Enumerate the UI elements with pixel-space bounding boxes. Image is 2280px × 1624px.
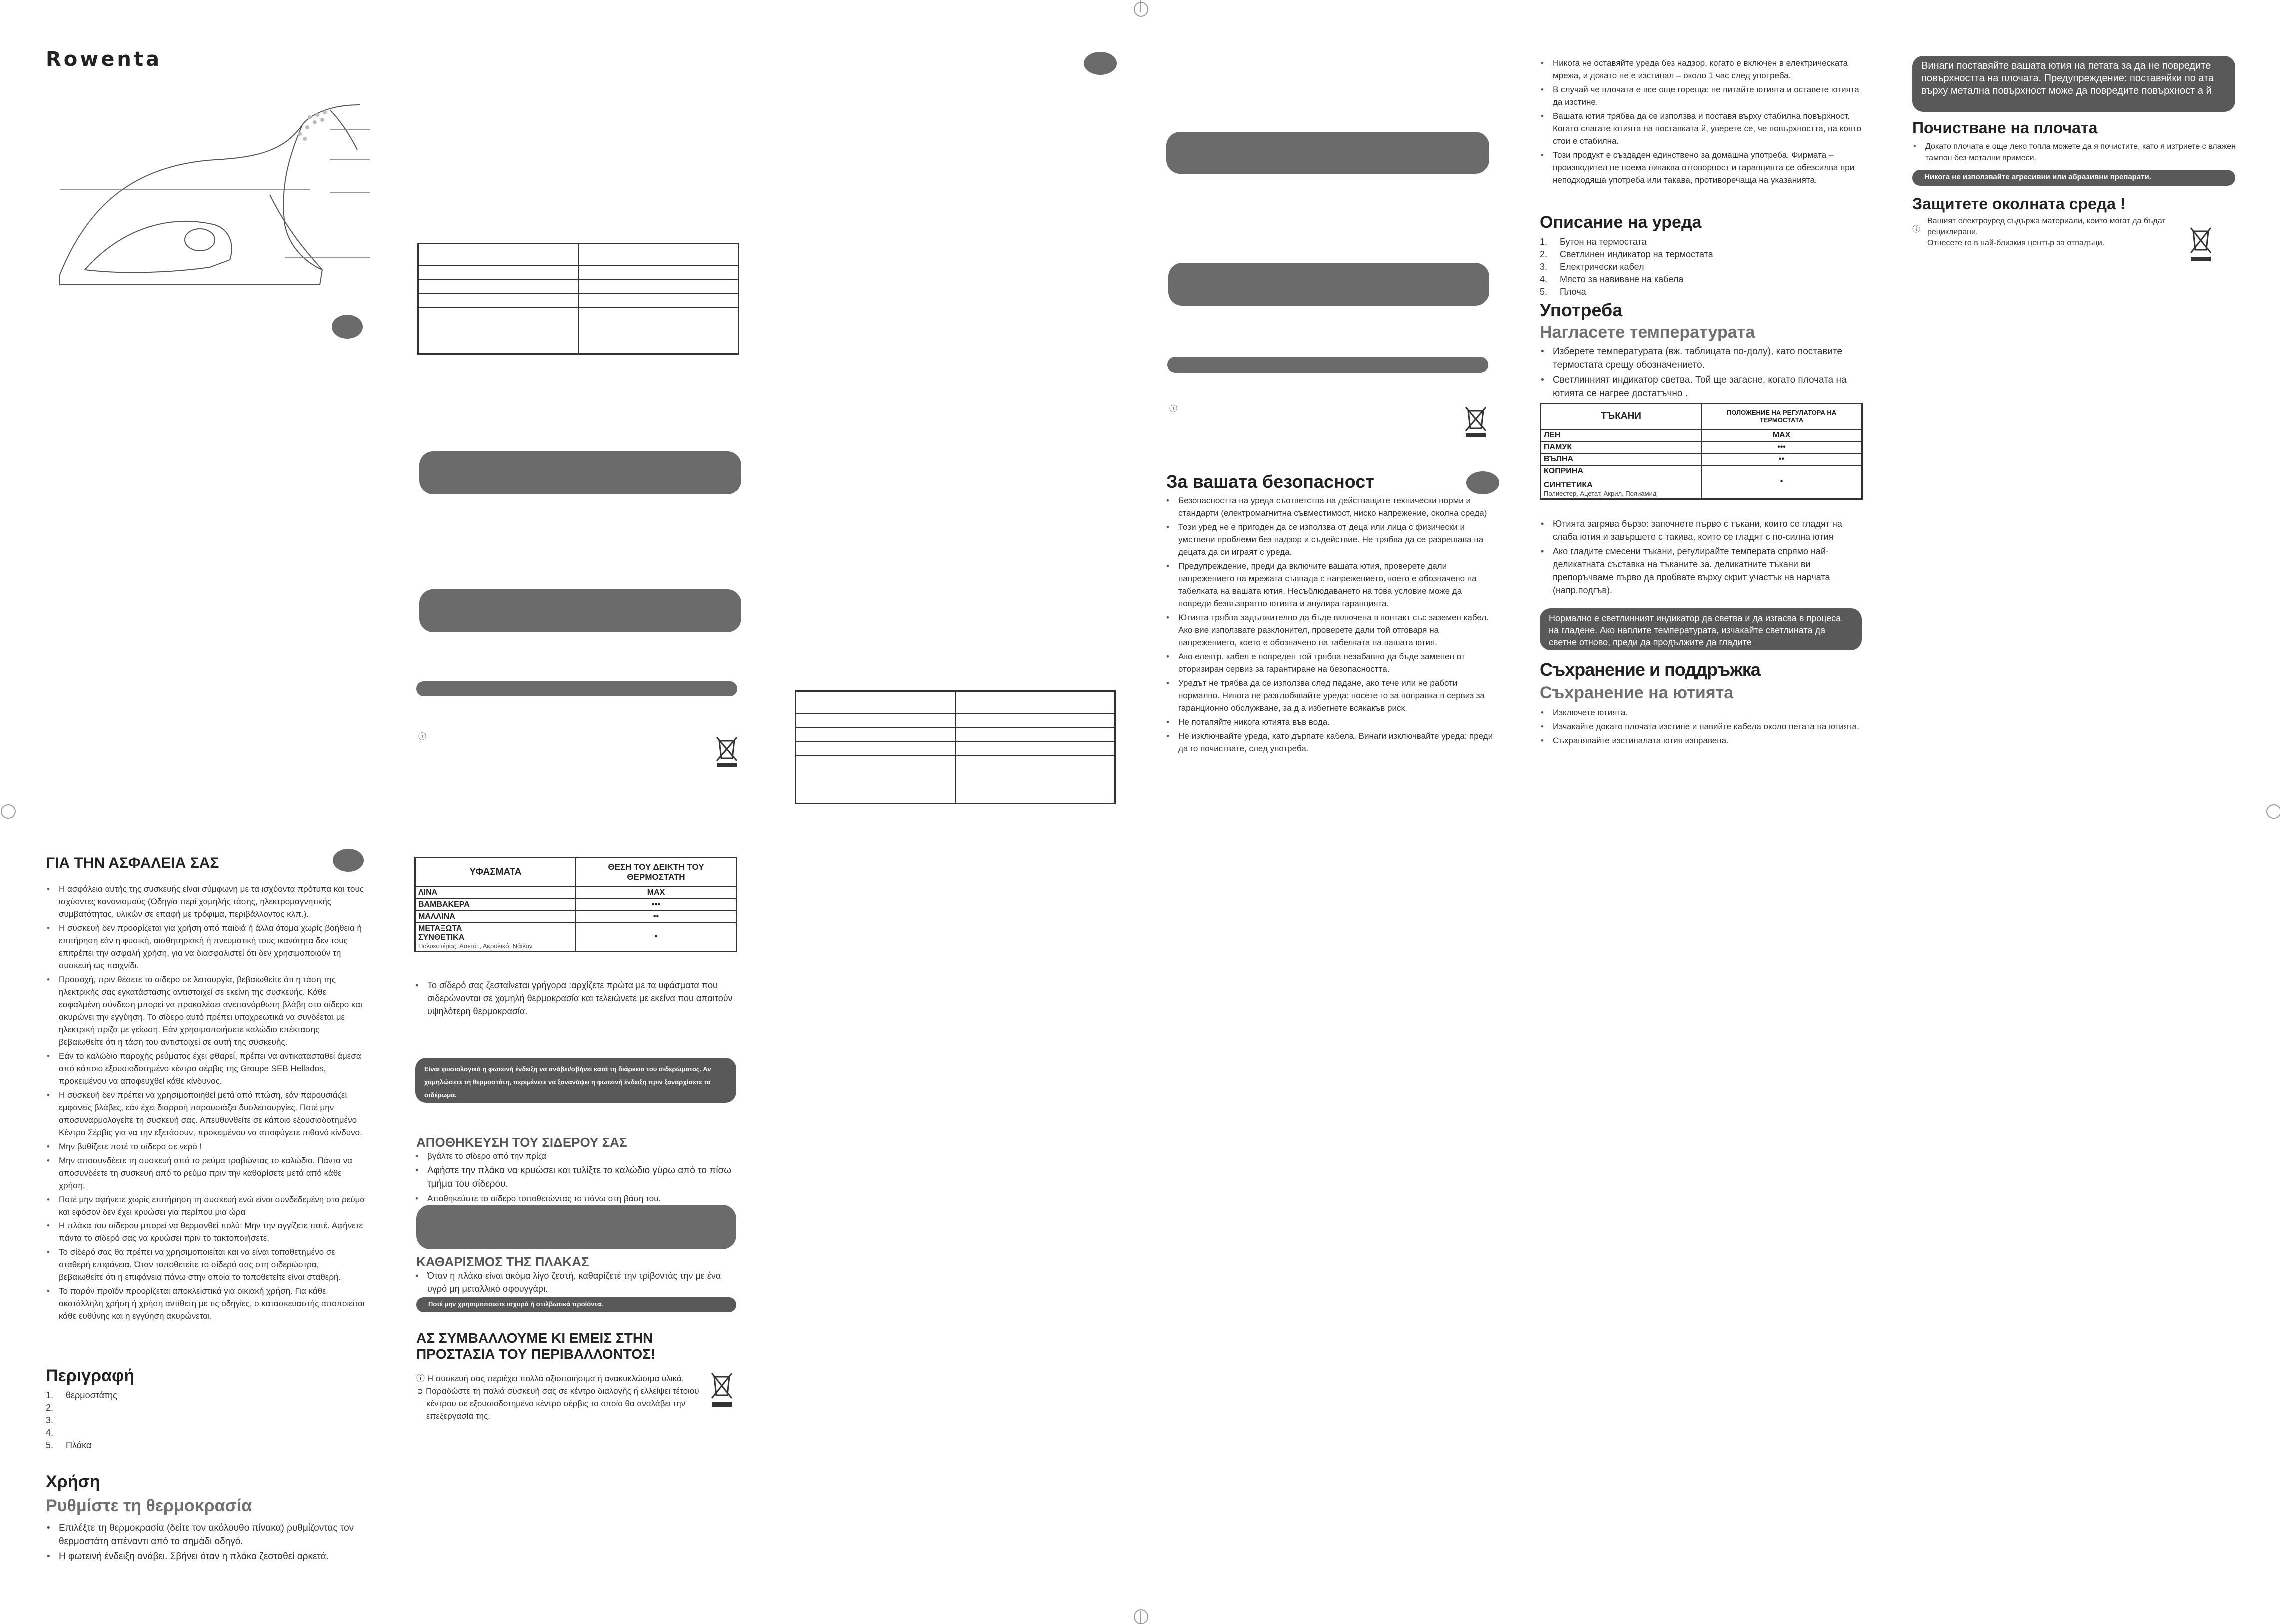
table-header: ΥΦΑΣΜΑΤΑ bbox=[415, 858, 576, 887]
section-title-cleaning: Почистване на плочата bbox=[1912, 119, 2098, 137]
info-circle-icon: ⓘ bbox=[1912, 225, 1921, 234]
empty-fabric-table bbox=[795, 690, 1116, 804]
section-title-storage: Съхранение и поддръжка bbox=[1540, 659, 1760, 680]
section-title-gr-storage: ΑΠΟΘΗΚΕΥΣΗ ΤΟΥ ΣΙΔΕΡΟΥ ΣΑΣ bbox=[416, 1135, 627, 1150]
grey-panel bbox=[416, 1205, 736, 1249]
list-item: • Όταν η πλάκα είναι ακόμα λίγο ζεστή, καθαρίζετέ την τρίβοντάς την με ένα υγρό μη μεταλλικό σφουγγάρι. bbox=[414, 1269, 739, 1295]
section-title-use: Употреба bbox=[1540, 300, 1623, 320]
gr-temperature-list bbox=[46, 1521, 371, 1565]
list-item: • Този продукт е създаден единствено за домашна употреба. Фирмата – производител не поема никаква отговорност и гаранцията се обезсилва при неподходяща употреба или такава, противоречаща на указанията. bbox=[1540, 149, 1865, 186]
list-item: • Εάν το καλώδιο παροχής ρεύματος έχει φθαρεί, πρέπει να αντικατασταθεί άμεσα από κάποιο εξουσιοδοτημένο κέντρο σέρβις της Groupe SEB Hellados, προκειμένου να αποφευχθεί κάθε κίνδυνος. bbox=[46, 1050, 366, 1087]
list-item: • Ютията загрява бързо: започнете първо с тъкани, които се гладят на слаба ютия и завършете с такива, които се гладят с по-силна ютия bbox=[1540, 517, 1865, 543]
list-item: • Докато плочата е още леко топла можете да я почистите, като я изтриете с влажен тампон без метални примеси. bbox=[1912, 141, 2237, 164]
gr-safety-list bbox=[46, 883, 366, 1324]
table-row: КОПРИНА СИНТЕТИКА Полиестер, Ацетат, Акрил, Полиамид • bbox=[1541, 465, 1862, 499]
warning-box: Винаги поставяйте вашата ютия на петата за да не повредите повърхността на плочата. Предупреждение: поставяйки по ата върху метална повърхност може да повредите повърхност а й bbox=[1912, 56, 2235, 112]
list-item: 4. Място за навиване на кабела bbox=[1540, 274, 1684, 284]
list-item: 1. θερμοστάτης bbox=[46, 1390, 117, 1400]
subsection-title-storage: Съхранение на ютията bbox=[1540, 683, 1734, 702]
crossed-bin-icon bbox=[709, 1369, 734, 1408]
info-box: Нормално е светлинният индикатор да светва и да изгасва в процеса на гладене. Ако наплите температурата, изчакайте светлината да светне отново, преди да продължите да гладите bbox=[1540, 608, 1862, 650]
table-row: ΜΑΛΛΙΝΑ •• bbox=[415, 911, 737, 923]
list-item: • Безопасността на уреда съответства на действащите технически норми и стандарти (електромагнитна съвместимост, ниско напрежение, околна среда) bbox=[1165, 494, 1495, 519]
list-item: • Επιλέξτε τη θερμοκρασία (δείτε τον ακόλουθο πίνακα) ρυθμίζοντας τον θερμοστάτη απέναντι από το σημάδι οδηγό. bbox=[46, 1521, 371, 1548]
page-marker-circle bbox=[332, 315, 363, 339]
subsection-title-gr-temperature: Ρυθμίστε τη θερμοκρασία bbox=[46, 1496, 252, 1515]
storage-list bbox=[1540, 706, 1865, 748]
list-item: 2. bbox=[46, 1403, 54, 1413]
table-header: ПОЛОЖЕНИЕ НА РЕГУЛАТОРА НА ТЕРМОСТАТА bbox=[1701, 404, 1862, 429]
section-title-gr-safety: ΓΙΑ ΤΗΝ ΑΣΦΑΛΕΙΑ ΣΑΣ bbox=[46, 855, 219, 871]
table-row: ΜΕΤΑΞΩΤΑ ΣΥΝΘΕΤΙΚΑ Πολυεστέρας, Ασετάτ, Ακρυλικό, Νάϊλον • bbox=[415, 923, 737, 952]
table-header: ΘΕΣΗ ΤΟΥ ΔΕΙΚΤΗ ΤΟΥ ΘΕΡΜΟΣΤΑΤΗ bbox=[576, 858, 737, 887]
list-item: • Ако гладите смесени тъкани, регулирайте температа спрямо най-деликатната съставка на тъканите за. деликатните тъкани ви препоръчваме първо да пробвате върху скрит участък на нарчата (напр.подгъв). bbox=[1540, 545, 1865, 597]
list-item: • Изберете температурата (вж. таблицата по-долу), като поставите термостата срещу обозначението. bbox=[1540, 345, 1870, 372]
grey-panel bbox=[1166, 132, 1489, 174]
recycle-arrow-icon: ➲ bbox=[416, 1386, 426, 1396]
grey-bar bbox=[1167, 357, 1488, 373]
list-item: • Ποτέ μην αφήνετε χωρίς επιτήρηση τη συσκευή ενώ είναι συνδεδεμένη στο ρεύμα και εφόσον δεν έχει κρυώσει για περίπου μια ώρα bbox=[46, 1193, 366, 1218]
gr-environment-text: ⓘ Η συσκευή σας περιέχει πολλά αξιοποιήσιμα ή ανακυκλώσιμα υλικά. ➲ Παραδώστε τη παλιά συσκευή σας σε κέντρο διαλογής ή ελλείψει τέτοιου κέντρου σε εξουσιοδοτημένο κέντρο σέρβις το οποίο θα αναλάβει την επεξεργασία της. bbox=[416, 1374, 699, 1421]
iron-illustration bbox=[50, 75, 370, 310]
gr-after-table-list bbox=[414, 979, 739, 1019]
page-marker-circle bbox=[1084, 52, 1117, 75]
gr-description-list bbox=[46, 1389, 346, 1452]
list-item: • Изчакайте докато плочата изстине и навийте кабела около петата на ютията. bbox=[1540, 720, 1865, 733]
list-item: • Уредът не трябва да се използва след падане, ако тече или не работи нормално. Никога не разглобявайте уреда: носете го за поправка в сервиз за гаранционно обслужване, за д а избегнете всякакъв риск. bbox=[1165, 677, 1495, 714]
list-item: • Η συσκευή δεν προορίζεται για χρήση από παιδιά ή άλλα άτομα χωρίς βοήθεια ή επιτήρηση εάν η φυσική, αισθητηριακή ή πνευματική τους ικανότητα δεν τους επιτρέπει την ασφαλή χρήση, για να διασφαλιστεί ότι δεν χρησιμοποιούν τη συσκευή ως παιχνίδι. bbox=[46, 922, 366, 972]
grey-panel bbox=[419, 451, 741, 494]
table-row: ВЪЛНА •• bbox=[1541, 453, 1862, 465]
list-item: 4. bbox=[46, 1428, 54, 1438]
crossed-bin-icon bbox=[714, 733, 739, 768]
list-item: 5. Плоча bbox=[1540, 287, 1586, 297]
list-item: • Не потапяйте никога ютията във вода. bbox=[1165, 716, 1495, 728]
info-circle-icon: ⓘ bbox=[418, 733, 427, 741]
list-item: • Изключете ютията. bbox=[1540, 706, 1865, 719]
list-item: • Предупреждение, преди да включите вашата ютия, проверете дали напрежението на мрежата съвпада с напрежението, което е обозначено на табелката на вашата ютия. Несъблюдаването на това условие може да повреди безвъзвратно ютията и анулира гаранцията. bbox=[1165, 560, 1495, 610]
grey-bar bbox=[416, 681, 737, 696]
gr-storage-list bbox=[414, 1150, 739, 1206]
list-item: • Η φωτεινή ένδειξη ανάβει. Σβήνει όταν η πλάκα ζεσταθεί αρκετά. bbox=[46, 1550, 371, 1563]
section-title-gr-cleaning: ΚΑΘΑΡΙΣΜΟΣ ΤΗΣ ΠΛΑΚΑΣ bbox=[416, 1254, 589, 1269]
list-item: 1. Бутон на термостата bbox=[1540, 237, 1647, 247]
list-item: • Вашата ютия трябва да се използва и поставя върху стабилна повърхност. Когато слагате ютията на поставката й, уверете се, че повърхността, на която стои е стабилна. bbox=[1540, 110, 1865, 147]
table-row: ΒΑΜΒΑΚΕΡΑ ••• bbox=[415, 899, 737, 911]
temperature-list bbox=[1540, 345, 1870, 402]
list-item: • Η πλάκα του σίδερου μπορεί να θερμανθεί πολύ: Μην την αγγίζετε ποτέ. Αφήνετε πάντα το σίδερό σας να κρυώσει πριν το τακτοποιήσετε. bbox=[46, 1219, 366, 1244]
page-marker-circle bbox=[333, 849, 364, 872]
registration-mark bbox=[2266, 804, 2280, 819]
info-circle-icon: ⓘ bbox=[1169, 405, 1178, 413]
list-item: 3. Електрически кабел bbox=[1540, 262, 1644, 272]
section-title-environment: Защитете околната среда ! bbox=[1912, 195, 2126, 213]
list-item: • Η ασφάλεια αυτής της συσκευής είναι σύμφωνη με τα ισχύοντα πρότυπα και τους ισχύοντες κανονισμούς (Οδηγία περί χαμηλής τάσης, ηλεκτρομαγνητικής συμβατότητας, υλικών σε επαφή με τρόφιμα, περιβάλλοντος κλπ.). bbox=[46, 883, 366, 920]
safety-list-continued bbox=[1540, 57, 1865, 188]
list-item: • Η συσκευή δεν πρέπει να χρησιμοποιηθεί μετά από πτώση, εάν παρουσιάζει εμφανείς βλάβες, εάν έχει διαρροή παρουσιάζει δυσλειτουργίες. Ποτέ μην αποσυναρμολογείτε τη συσκευή σας. Απευθυνθείτε σε κάποιο εξουσιοδοτημένο Κέντρο Σέρβις για να την εξετάσουν, προκειμένου να αποφύγετε πιθανό κίνδυνο. bbox=[46, 1089, 366, 1139]
empty-fabric-table bbox=[417, 243, 739, 355]
section-title-gr-environment: ΑΣ ΣΥΜΒΑΛΛΟΥΜΕ ΚΙ ΕΜΕΙΣ ΣΤΗΝ ΠΡΟΣΤΑΣΙΑ ΤΟΥ ΠΕΡΙΒΑΛΛΟΝΤΟΣ! bbox=[416, 1330, 656, 1362]
section-title-gr-use: Χρήση bbox=[46, 1472, 100, 1491]
section-title-gr-description: Περιγραφή bbox=[46, 1366, 135, 1385]
gr-cleaning-warning-bar: Ποτέ μην χρησιμοποιείτε ισχυρά ή στιλβωτικά προϊόντα. bbox=[416, 1297, 736, 1312]
list-item: • Ютията трябва задължително да бъде включена в контакт със заземен кабел. Ако вие използвате разклонител, проверете дали той отговаря на напрежението, което е обозначено на табелката на вашата ютия. bbox=[1165, 611, 1495, 649]
registration-mark bbox=[1134, 2, 1148, 17]
list-item: • Αφήστε την πλάκα να κρυώσει και τυλίξτε το καλώδιο γύρω από το πίσω τμήμα του σίδερου. bbox=[414, 1164, 739, 1191]
gr-info-box: Είναι φυσιολογικό η φωτεινή ένδειξη να ανάβει/σβήνει κατά τη διάρκεια του σιδερώματος. Αν χαμηλώσετε τη θερμοστάτη, περιμένετε να ξανανάψει η φωτεινή ένδειξη πριν ξαναρχίσετε το σιδέρωμα. bbox=[415, 1058, 736, 1103]
cleaning-list bbox=[1912, 141, 2237, 165]
crossed-bin-icon bbox=[1463, 404, 1488, 438]
list-item: • Το παρόν προϊόν προορίζεται αποκλειστικά για οικιακή χρήση. Για κάθε ακατάλληλη χρήση ή χρήση αντίθετη με τις οδηγίες, ο κατασκευαστής αποποιείται κάθε ευθύνης και η εγγύηση ακυρώνεται. bbox=[46, 1285, 366, 1322]
list-item: 3. bbox=[46, 1415, 54, 1425]
list-item: • Προσοχή, πριν θέσετε το σίδερο σε λειτουργία, βεβαιωθείτε ότι η τάση της ηλεκτρικής σας εγκατάστασης αντιστοιχεί σε εκείνη της συσκευής. Κάθε εσφαλμένη σύνδεση μπορεί να προκαλέσει ανεπανόρθωτη βλάβη στο σίδερο και ακυρώνει την εγγύηση. Το σίδερο αυτό πρέπει υποχρεωτικά να συνδέεται με ηλεκτρική πρίζα με γείωση. Εάν χρησιμοποιήσετε καλώδιο επέκτασης βεβαιωθείτε ότι η τάση του αντιστοιχεί σε αυτή της συσκευής. bbox=[46, 973, 366, 1048]
subsection-title-temperature: Нагласете температурата bbox=[1540, 323, 1755, 342]
grey-panel bbox=[1168, 263, 1489, 306]
list-item: • Светлинният индикатор светва. Той ще загасне, когато плочата на ютията се нагрее достатъчно . bbox=[1540, 373, 1870, 400]
info-circle-icon: ⓘ bbox=[416, 1374, 427, 1383]
list-item: • Този уред не е пригоден да се използва от деца или лица с физически и умствени проблеми без надзор и съдействие. Не трябва да се разрешава на децата да си играят с уреда. bbox=[1165, 521, 1495, 558]
description-list bbox=[1540, 236, 1840, 298]
list-item: 5. Πλάκα bbox=[46, 1440, 92, 1450]
section-title-description: Описание на уреда bbox=[1540, 213, 1702, 232]
gr-cleaning-list bbox=[414, 1269, 739, 1297]
brand-logo: Rowenta bbox=[46, 48, 162, 71]
section-title-safety: За вашата безопасност bbox=[1166, 471, 1374, 492]
cleaning-warning-bar: Никога не използвайте агресивни или абразивни препарати. bbox=[1912, 170, 2235, 186]
safety-list bbox=[1165, 494, 1495, 756]
table-header: ТЪКАНИ bbox=[1541, 404, 1702, 429]
list-item: 2. Светлинен индикатор на термостата bbox=[1540, 249, 1713, 259]
table-row: ΛΙΝΑ MAX bbox=[415, 887, 737, 899]
environment-text: Вашият електроуред съдържа материали, които могат да бъдат рециклирани. Отнесете го в най-близкия център за отпадъци. bbox=[1927, 217, 2166, 247]
table-row: ЛЕН MAX bbox=[1541, 429, 1862, 441]
list-item: • В случай че плочата е все още гореща: не питайте ютията и оставете ютията да изстине. bbox=[1540, 83, 1865, 108]
list-item: • Το σίδερό σας ζεσταίνεται γρήγορα :αρχίζετε πρώτα με τα υφάσματα που σιδερώνονται σε χαμηλή θερμοκρασία και τελειώνετε με εκείνα που απαιτούν υψηλότερη θερμοκρασία. bbox=[414, 979, 739, 1018]
list-item: • βγάλτε το σίδερο από την πρίζα bbox=[414, 1150, 739, 1162]
list-item: • Μην αποσυνδέετε τη συσκευή από το ρεύμα τραβώντας το καλώδιο. Πάντα να αποσυνδέετε τη συσκευή από το ρεύμα πριν την καθαρίσετε μετά από κάθε χρήση. bbox=[46, 1154, 366, 1192]
registration-mark bbox=[1, 804, 16, 819]
list-item: • Μην βυθίζετε ποτέ το σίδερο σε νερό ! bbox=[46, 1140, 366, 1153]
list-item: • Το σίδερό σας θα πρέπει να χρησιμοποιείται και να είναι τοποθετημένο σε σταθερή επιφάνεια. Όταν τοποθετείτε το σίδερό σας στη σιδερώστρα, βεβαιωθείτε ότι η επιφάνεια πάνω στην οποία το τοποθετείτε είναι σταθερή. bbox=[46, 1246, 366, 1283]
page-marker-circle bbox=[1466, 471, 1499, 494]
grey-panel bbox=[419, 589, 741, 632]
registration-mark bbox=[1134, 1609, 1148, 1624]
list-item: • Ако електр. кабел е повреден той трябва незабавно да бъде заменен от оторизиран сервиз за гарантиране на безопасността. bbox=[1165, 650, 1495, 675]
crossed-bin-icon bbox=[2188, 224, 2213, 263]
list-item: • Съхранявайте изстиналата ютия изправена. bbox=[1540, 734, 1865, 747]
after-table-list bbox=[1540, 517, 1865, 598]
temperature-table bbox=[1540, 403, 1863, 500]
list-item: • Не изключвайте уреда, като дърпате кабела. Винаги изключвайте уреда: преди да го почиствате, след употреба. bbox=[1165, 730, 1495, 755]
table-row: ПАМУК ••• bbox=[1541, 441, 1862, 453]
gr-temperature-table bbox=[414, 857, 737, 952]
list-item: • Никога не оставяйте уреда без надзор, когато е включен в електрическата мрежа, и докато не е изстинал – около 1 час след употреба. bbox=[1540, 57, 1865, 82]
list-item: • Αποθηκεύστε το σίδερο τοποθετώντας το πάνω στη βάση του. bbox=[414, 1192, 739, 1205]
